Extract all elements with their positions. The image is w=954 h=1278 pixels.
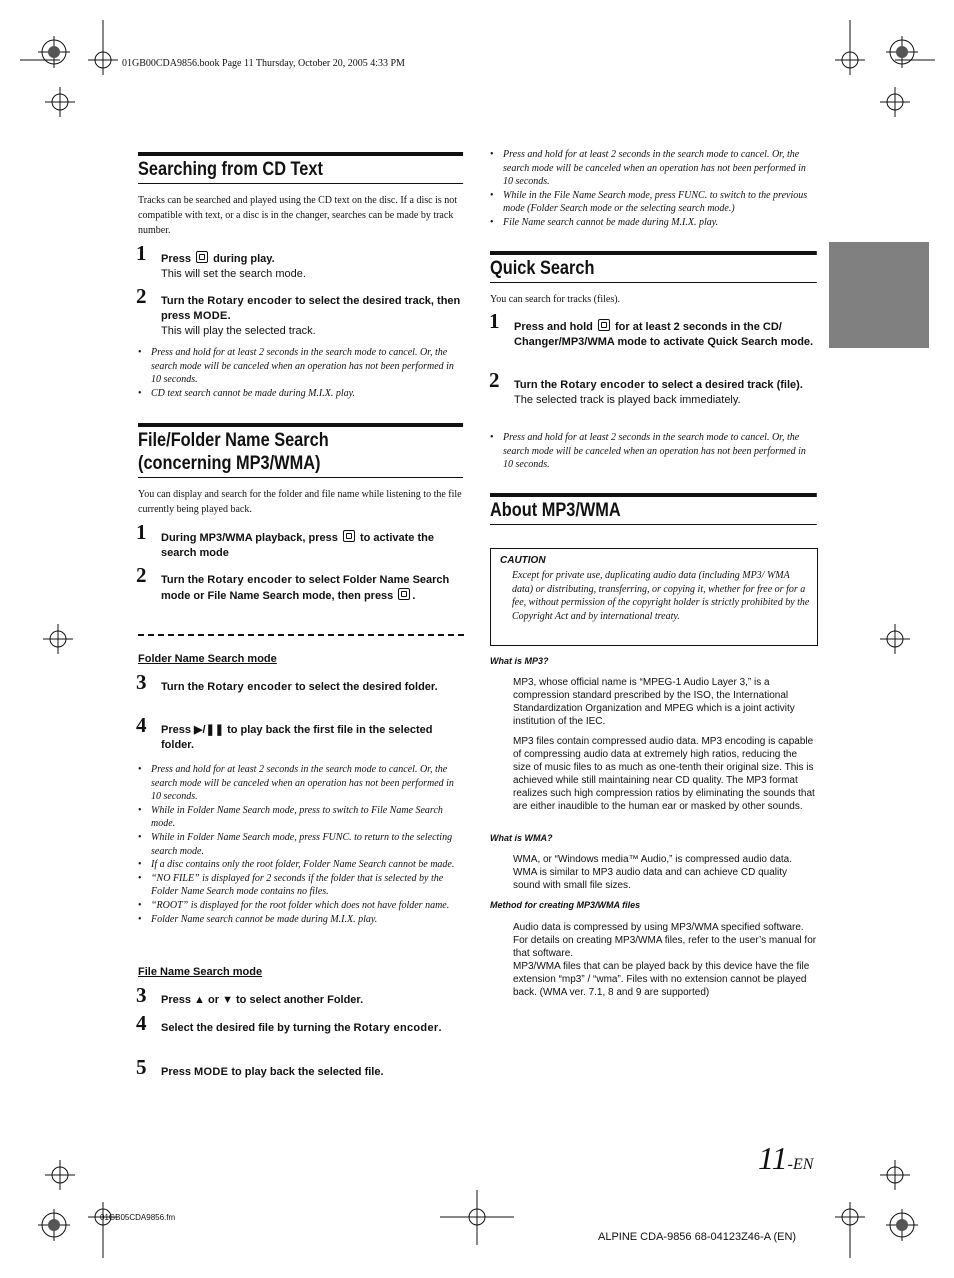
- file-mode-heading: File Name Search mode: [138, 966, 263, 978]
- note-item: • Press and hold for at least 2 seconds in the search mode to cancel. Or, the search mode will be canceled when an operation has not been performed in 10 seconds.: [490, 431, 816, 472]
- quick-intro: You can search for tracks (files).: [490, 294, 621, 305]
- note-item: • Folder Name search cannot be made during M.I.X. play.: [138, 913, 464, 927]
- about-mp3-title: About MP3/WMA: [490, 493, 817, 525]
- footer-model: ALPINE CDA-9856 68-04123Z46-A (EN): [598, 1231, 797, 1243]
- folder-intro: You can display and search for the folder and file name while listening to the file currently being played back.: [138, 489, 462, 515]
- folder-step-2: 2 Turn the Rotary encoder to select Folder Name Search mode or File Name Search mode, then press .: [136, 563, 450, 602]
- note-item: • CD text search cannot be made during M.I.X. play.: [138, 387, 464, 401]
- search-button-icon: [343, 530, 355, 542]
- cd-text-intro: Tracks can be searched and played using the CD text on the disc. If a disc is not compatible with text, or a disc is in the changer, searches can be made by track number.: [138, 195, 457, 236]
- note-item: • Press and hold for at least 2 seconds in the search mode to cancel. Or, the search mode will be canceled when an operation has not been performed in 10 seconds.: [490, 148, 816, 189]
- footer-filename: 01GB05CDA9856.fm: [100, 1213, 176, 1222]
- quick-notes: [490, 431, 816, 472]
- play-pause-icon: ▶/❚❚: [194, 724, 224, 736]
- note-item: • “ROOT” is displayed for the root folder which does not have folder name.: [138, 899, 464, 913]
- file-step-3: 3 Press ▲ or ▼ to select another Folder.: [136, 983, 364, 1007]
- creating-paragraph-1: Audio data is compressed by using MP3/WMA specified software. For details on creating MP3/WMA files, refer to the user’s manual for that software.: [513, 922, 817, 959]
- folder-search-title: File/Folder Name Search (concerning MP3/WMA): [138, 423, 463, 478]
- cd-step-1: 1 Press during play. This will set the search mode.: [136, 241, 306, 280]
- caution-box: [490, 548, 818, 646]
- mp3-paragraph-1: MP3, whose official name is “MPEG-1 Audio Layer 3,” is a compression standard prescribed by the ISO, the International Standardization Organization and MPEG which is a joint activity institution of the IEC.: [513, 677, 795, 727]
- note-item: • File Name search cannot be made during M.I.X. play.: [490, 216, 816, 230]
- folder-step-3: 3 Turn the Rotary encoder to select the desired folder.: [136, 670, 438, 694]
- quick-search-title: Quick Search: [490, 251, 817, 283]
- creating-paragraph-2: MP3/WMA files that can be played back by this device have the file extension “mp3” / “wma”. Files with no extension cannot be played back. (WMA ver. 7.1, 8 and 9 are supported): [513, 961, 810, 998]
- note-item: • If a disc contains only the root folder, Folder Name Search cannot be made.: [138, 858, 464, 872]
- note-item: • Press and hold for at least 2 seconds in the search mode to cancel. Or, the search mode will be canceled when an operation has not been performed in 10 seconds.: [138, 763, 464, 804]
- note-item: • While in Folder Name Search mode, press to switch to File Name Search mode.: [138, 804, 464, 831]
- what-is-mp3-heading: What is MP3?: [490, 656, 549, 666]
- search-button-icon: [196, 251, 208, 263]
- file-search-notes: [490, 148, 816, 230]
- cd-step-2: 2 Turn the Rotary encoder to select the desired track, then press MODE. This will play the selected track.: [136, 284, 461, 337]
- folder-notes: [138, 763, 464, 926]
- search-button-icon: [398, 588, 410, 600]
- page-number: 11-EN: [758, 1140, 814, 1176]
- quick-step-1: 1 Press and hold for at least 2 seconds in the CD/ Changer/MP3/WMA mode to activate Quick Search mode.: [489, 309, 814, 348]
- note-item: • Press and hold for at least 2 seconds in the search mode to cancel. Or, the search mode will be canceled when an operation has not been performed in 10 seconds.: [138, 346, 464, 387]
- cd-notes: [138, 346, 464, 400]
- quick-step-2: 2 Turn the Rotary encoder to select a desired track (file). The selected track is played back immediately.: [489, 368, 803, 406]
- up-arrow-icon: ▲: [194, 994, 205, 1006]
- cd-text-title: Searching from CD Text: [138, 152, 463, 184]
- divider: [138, 634, 464, 636]
- down-arrow-icon: ▼: [222, 994, 233, 1006]
- wma-paragraph: WMA, or “Windows media™ Audio,” is compressed audio data. WMA is similar to MP3 audio data and can achieve CD quality sound with small file sizes.: [513, 854, 792, 891]
- note-item: • While in Folder Name Search mode, press FUNC. to return to the selecting search mode.: [138, 831, 464, 858]
- file-step-4: 4 Select the desired file by turning the Rotary encoder.: [136, 1011, 442, 1035]
- folder-step-1: 1 During MP3/WMA playback, press to activate the search mode: [136, 520, 434, 559]
- search-button-icon: [598, 319, 610, 331]
- note-item: • While in the File Name Search mode, press FUNC. to switch to the previous mode (Folder Search mode or the selecting search mode.): [490, 189, 816, 216]
- section-tab: [829, 242, 929, 348]
- file-step-5: 5 Press MODE to play back the selected file.: [136, 1055, 384, 1079]
- what-is-wma-heading: What is WMA?: [490, 833, 553, 843]
- caution-text: Except for private use, duplicating audio data (including MP3/ WMA data) or distributing, transferring, or copying it, whether for free or for a fee, without permission of the copyright holder is strictly prohibited by the Copyright Act and by international treaty.: [512, 570, 810, 622]
- folder-mode-heading: Folder Name Search mode: [138, 653, 277, 665]
- mp3-paragraph-2: MP3 files contain compressed audio data. MP3 encoding is capable of compressing audio data at extremely high ratios, reducing the size of music files to as much as one-tenth their original size. This is achieved while still maintaining near CD quality. The MP3 format realizes such high compression ratios by eliminating the sounds that are either inaudible to the human ear or masked by other sounds.: [513, 736, 815, 812]
- folder-step-4: 4 Press ▶/❚❚ to play back the first file in the selected folder.: [136, 713, 433, 751]
- creating-files-heading: Method for creating MP3/WMA files: [490, 900, 641, 910]
- print-header: 01GB00CDA9856.book Page 11 Thursday, October 20, 2005 4:33 PM: [122, 58, 405, 69]
- caution-heading: CAUTION: [500, 555, 546, 566]
- note-item: • “NO FILE” is displayed for 2 seconds if the folder that is selected by the Folder Name Search mode contains no files.: [138, 872, 464, 899]
